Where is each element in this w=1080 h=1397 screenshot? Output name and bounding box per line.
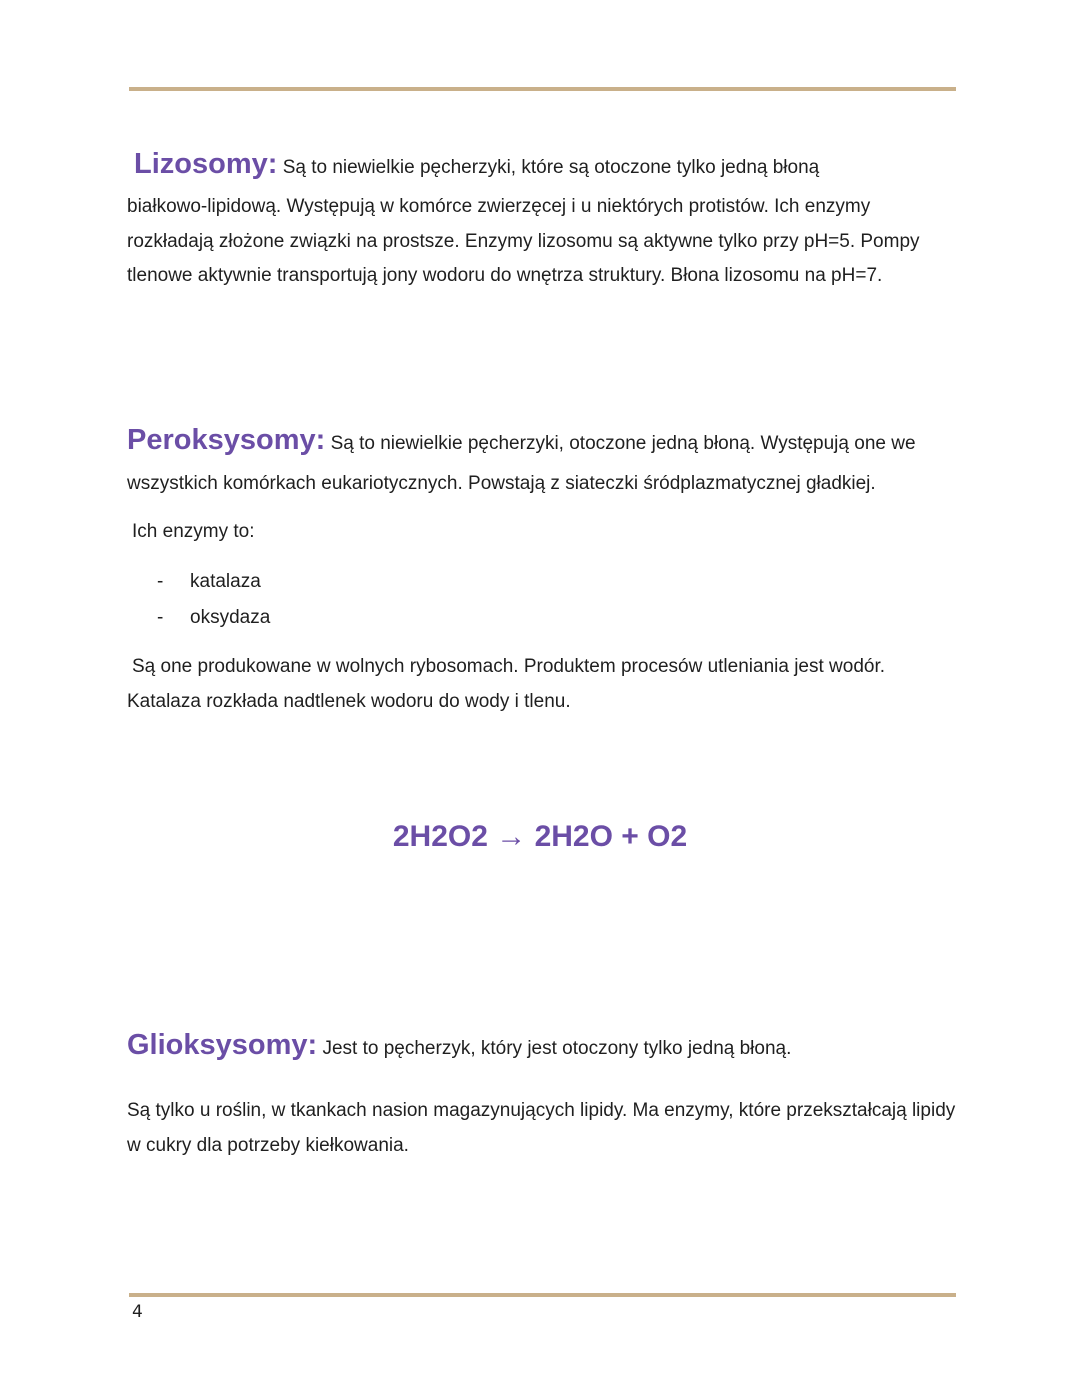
lizosomy-first-line — [127, 142, 957, 190]
glioksysomy-body-text: Są tylko u roślin, w tkankach nasion magazynujących lipidy. Ma enzymy, które przekształcają lipidy w cukry dla potrzeby kiełkowania. — [127, 1100, 956, 1156]
bottom-divider — [129, 1293, 956, 1297]
peroksysomy-after-text: Są one produkowane w wolnych rybosomach. Produktem procesów utleniania jest wodór. — [132, 656, 886, 677]
list-dash: - — [157, 571, 164, 592]
list-item — [157, 564, 957, 600]
chemical-equation: 2H2O2 → 2H2O + O2 — [392, 820, 688, 853]
glioksysomy-heading: Glioksysomy: — [127, 1029, 318, 1061]
list-dash: - — [157, 607, 164, 628]
peroksysomy-intro-text: Są to niewielkie pęcherzyki, otoczone jedną błoną. Występują one we — [330, 433, 916, 454]
lizosomy-heading: Lizosomy: — [134, 148, 278, 180]
page-number: 4 — [132, 1302, 143, 1322]
lizosomy-body-text: białkowo-lipidową. Występują w komórce zwierzęcej i u niektórych protistów. Ich enzymy rozkładają złożone związki na prostsze. Enzymy lizosomu są aktywne tylko przy pH=5. Pompy tlenowe aktywnie transportują jony wodoru do wnętrza struktury. Błona lizosomu na pH=7. — [127, 196, 920, 286]
peroksysomy-heading: Peroksysomy: — [127, 424, 326, 456]
glioksysomy-intro-text: Jest to pęcherzyk, który jest otoczony tylko jedną błoną. — [322, 1038, 792, 1059]
peroksysomy-second-line: wszystkich komórkach eukariotycznych. Powstają z siateczki śródplazmatycznej gładkiej. — [127, 473, 876, 494]
enzymes-label: Ich enzymy to: — [132, 520, 255, 542]
peroksysomy-first-line — [127, 417, 957, 467]
top-divider — [129, 87, 956, 91]
enzymes-list — [127, 564, 957, 636]
enzyme-name: oksydaza — [190, 607, 271, 628]
glioksysomy-first-line — [127, 1022, 957, 1072]
enzyme-name: katalaza — [190, 571, 261, 592]
list-item — [157, 600, 957, 636]
section-lizosomy — [127, 142, 957, 294]
section-peroksysomy — [127, 417, 957, 719]
lizosomy-intro-text: Są to niewielkie pęcherzyki, które są otoczone tylko jedną błoną — [282, 157, 820, 178]
peroksysomy-after-text-2: Katalaza rozkłada nadtlenek wodoru do wody i tlenu. — [127, 690, 571, 712]
section-glioksysomy — [127, 1022, 957, 1163]
